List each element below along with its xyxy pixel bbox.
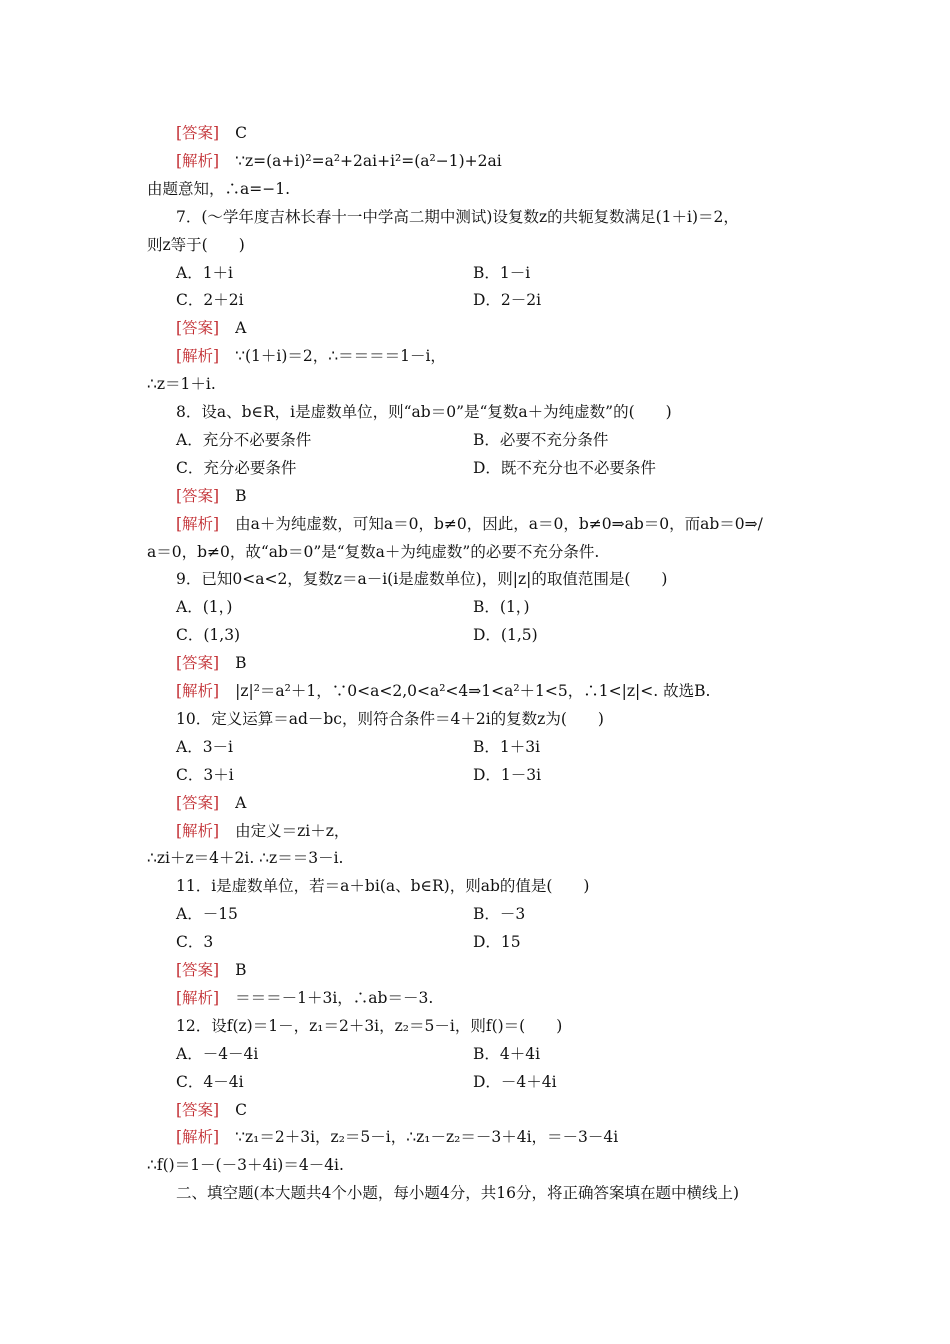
labeled-line: [176, 817, 349, 845]
option-right: B．1－i: [473, 264, 531, 282]
continuation-text: 由题意知，∴a=−1.: [147, 180, 291, 198]
labeled-line: [176, 342, 446, 370]
answer-text: A: [235, 794, 247, 812]
analysis-text: ∵z₁＝2＋3i，z₂＝5－i，∴z₁－z₂＝－3＋4i，＝－3－4i: [235, 1128, 619, 1146]
text-line: [0, 538, 950, 566]
analysis-label: [解析]: [176, 989, 220, 1007]
text-line: [0, 900, 950, 928]
option-left: A．－4－4i: [176, 1045, 259, 1063]
text-line: [0, 510, 950, 538]
text-line: [0, 872, 950, 900]
option-right: B．4＋4i: [473, 1045, 541, 1063]
question-text: 10．定义运算＝ad－bc，则符合条件＝4＋2i的复数z为( ): [176, 710, 604, 728]
text-line: [0, 1096, 950, 1124]
option-right: B．(1，): [473, 598, 530, 616]
option-left: C．4－4i: [176, 1073, 244, 1091]
answer-text: C: [235, 1101, 247, 1119]
text-line: [0, 1179, 950, 1207]
answer-label: [答案]: [176, 1101, 220, 1119]
analysis-text: ∵z=(a+i)²=a²+2ai+i²=(a²−1)+2ai: [235, 152, 502, 170]
labeled-line: [176, 314, 246, 342]
text-line: [0, 119, 950, 147]
question-text: 8．设a、b∈R，i是虚数单位，则“ab＝0”是“复数a＋为纯虚数”的( ): [176, 403, 672, 421]
text-line: [0, 482, 950, 510]
text-line: [0, 1068, 950, 1096]
option-right: B．－3: [473, 905, 526, 923]
labeled-line: [176, 956, 247, 984]
labeled-line: [176, 649, 247, 677]
text-line: [0, 817, 950, 845]
question-text: 12．设f(z)＝1－，z₁＝2＋3i，z₂＝5－i，则f()＝( ): [176, 1017, 563, 1035]
option-left: C．3＋i: [176, 766, 234, 784]
continuation-text: 则z等于( ): [147, 236, 245, 254]
text-line: [0, 203, 950, 231]
analysis-label: [解析]: [176, 515, 220, 533]
option-right: D．2－2i: [473, 291, 542, 309]
question-text: 7．(～学年度吉林长春十一中学高二期中测试)设复数z的共轭复数满足(1＋i)＝2，: [176, 208, 739, 226]
text-line: [0, 231, 950, 259]
text-line: [0, 761, 950, 789]
question-text: 9．已知0<a<2，复数z＝a－i(i是虚数单位)，则|z|的取值范围是( ): [176, 570, 668, 588]
labeled-line: [176, 677, 710, 705]
analysis-text: 由a＋为纯虚数，可知a＝0，b≠0，因此，a＝0，b≠0⇒ab＝0，而ab＝0⇒/: [235, 515, 763, 533]
text-line: [0, 1123, 950, 1151]
analysis-label: [解析]: [176, 682, 220, 700]
question-text: 二、填空题(本大题共4个小题，每小题4分，共16分，将正确答案填在题中横线上): [176, 1184, 740, 1202]
option-right: D．－4＋4i: [473, 1073, 557, 1091]
option-right: B．1＋3i: [473, 738, 541, 756]
text-line: [0, 789, 950, 817]
text-line: [0, 733, 950, 761]
text-line: [0, 956, 950, 984]
text-line: [0, 286, 950, 314]
text-line: [0, 621, 950, 649]
analysis-text: ∵(1＋i)＝2，∴＝＝＝＝1－i，: [235, 347, 446, 365]
answer-label: [答案]: [176, 487, 220, 505]
text-line: [0, 175, 950, 203]
option-left: A．充分不必要条件: [176, 431, 312, 449]
text-line: [0, 314, 950, 342]
text-line: [0, 1040, 950, 1068]
analysis-label: [解析]: [176, 347, 220, 365]
analysis-label: [解析]: [176, 822, 220, 840]
text-line: [0, 844, 950, 872]
text-line: [0, 147, 950, 175]
text-line: [0, 593, 950, 621]
answer-text: B: [235, 487, 247, 505]
labeled-line: [176, 119, 247, 147]
answer-text: A: [235, 319, 247, 337]
answer-label: [答案]: [176, 794, 220, 812]
continuation-text: ∴z＝1＋i.: [147, 375, 216, 393]
answer-label: [答案]: [176, 124, 220, 142]
labeled-line: [176, 789, 246, 817]
labeled-line: [176, 147, 502, 175]
answer-label: [答案]: [176, 961, 220, 979]
text-line: [0, 649, 950, 677]
analysis-text: 由定义＝zi＋z，: [235, 822, 350, 840]
option-right: D．1－3i: [473, 766, 542, 784]
option-left: A．3－i: [176, 738, 234, 756]
labeled-line: [176, 984, 433, 1012]
option-right: B．必要不充分条件: [473, 431, 609, 449]
text-line: [0, 1151, 950, 1179]
text-line: [0, 398, 950, 426]
analysis-text: |z|²＝a²＋1，∵0<a<2,0<a²<4⇒1<a²＋1<5，∴1<|z|<. 故选B.: [235, 682, 711, 700]
labeled-line: [176, 482, 247, 510]
labeled-line: [176, 1096, 247, 1124]
analysis-text: ＝＝＝－1＋3i，∴ab＝－3.: [235, 989, 434, 1007]
labeled-line: [176, 510, 763, 538]
answer-text: C: [235, 124, 247, 142]
text-line: [0, 677, 950, 705]
text-line: [0, 984, 950, 1012]
option-right: D．15: [473, 933, 521, 951]
text-line: [0, 565, 950, 593]
text-line: [0, 370, 950, 398]
option-left: C．2＋2i: [176, 291, 244, 309]
continuation-text: ∴f()＝1－(－3＋4i)＝4－4i.: [147, 1156, 344, 1174]
option-left: C．充分必要条件: [176, 459, 297, 477]
option-left: A．－15: [176, 905, 238, 923]
answer-text: B: [235, 654, 247, 672]
answer-label: [答案]: [176, 654, 220, 672]
text-line: [0, 1012, 950, 1040]
option-left: A．1＋i: [176, 264, 234, 282]
continuation-text: ∴zi＋z＝4＋2i. ∴z＝＝3－i.: [147, 849, 344, 867]
text-line: [0, 454, 950, 482]
analysis-label: [解析]: [176, 1128, 220, 1146]
text-line: [0, 426, 950, 454]
option-left: C．3: [176, 933, 214, 951]
answer-text: B: [235, 961, 247, 979]
option-left: A．(1，): [176, 598, 233, 616]
labeled-line: [176, 1123, 618, 1151]
option-right: D．既不充分也不必要条件: [473, 459, 656, 477]
text-line: [0, 705, 950, 733]
analysis-label: [解析]: [176, 152, 220, 170]
answer-label: [答案]: [176, 319, 220, 337]
option-right: D．(1,5): [473, 626, 538, 644]
text-line: [0, 342, 950, 370]
text-line: [0, 928, 950, 956]
question-text: 11．i是虚数单位，若＝a＋bi(a、b∈R)，则ab的值是( ): [176, 877, 590, 895]
option-left: C．(1,3): [176, 626, 241, 644]
continuation-text: a＝0，b≠0，故“ab＝0”是“复数a＋为纯虚数”的必要不充分条件.: [147, 543, 600, 561]
text-line: [0, 259, 950, 287]
